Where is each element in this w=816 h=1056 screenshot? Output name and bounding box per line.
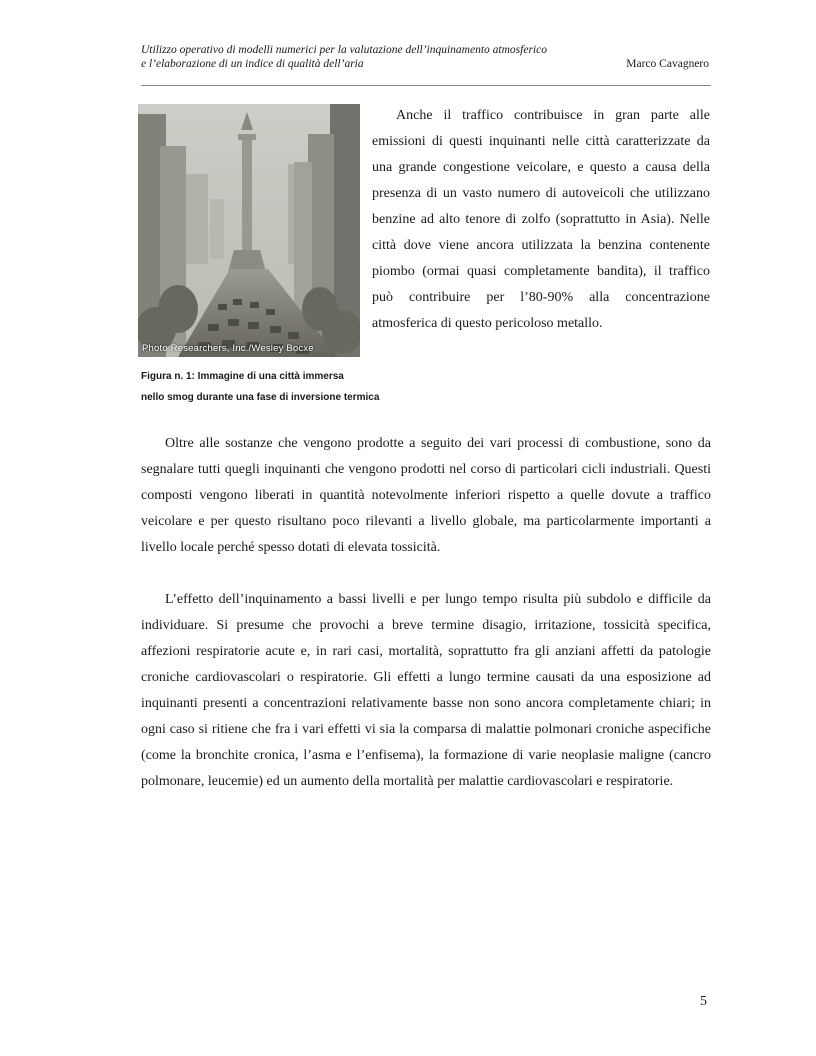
paragraph-long-term-effects: L’effetto dell’inquinamento a bassi livelli e per lungo tempo risulta più subdolo e difficile da individuare. Si presume che provochi a breve termine disagio, irritazione, tossicità specifica, affezioni respiratorie acute e, in rari casi, mortalità, soprattutto fra gli anziani affetti da patologie croniche cardiovascolari o respiratorie. Gli effetti a lungo termine causati da una esposizione ad inquinanti presenti a concentrazioni relativamente basse non sono ancora completamente chiari; in ogni caso si ritiene che fra i vari effetti vi sia la comparsa di malattie polmonari croniche aspecifiche (come la bronchite cronica, l’asma e l’enfisema), la formazione di varie neoplasie maligne (cancro polmonare, leucemie) ed un aumento della mortalità per malattie cardiovascolari e respiratorie. bbox=[141, 592, 711, 789]
figure-caption-line1: Figura n. 1: Immagine di una città immersa bbox=[141, 371, 344, 382]
smog-city-illustration bbox=[138, 104, 360, 357]
photo-credit: Photo Researchers, Inc./Wesley Bocxe bbox=[142, 343, 314, 354]
header-author: Marco Cavagnero bbox=[626, 58, 709, 70]
figure-caption-line2: nello smog durante una fase di inversione termica bbox=[141, 392, 380, 403]
header-title-line2: e l’elaborazione di un indice di qualità dell’aria bbox=[141, 58, 364, 70]
header-title-line1: Utilizzo operativo di modelli numerici per la valutazione dell’inquinamento atmosferico bbox=[141, 44, 547, 56]
header-rule bbox=[141, 85, 711, 86]
page-number: 5 bbox=[700, 994, 707, 1009]
running-header bbox=[141, 43, 711, 71]
side-paragraph: Anche il traffico contribuisce in gran parte alle emissioni di questi inquinanti nelle città caratterizzate da una grande congestione veicolare, e questo a causa della presenza di un vasto numero di autoveicoli che utilizzano benzine ad alto tenore di zolfo (soprattutto in Asia). Nelle città dove viene ancora utilizzata la benzina contenente piombo (ormai quasi completamente bandita), il traffico può contribuire per l’80-90% alla concentrazione atmosferica di questo pericoloso metallo. bbox=[372, 108, 710, 331]
smog-city-photo bbox=[138, 104, 360, 357]
paragraph-industrial-pollutants: Oltre alle sostanze che vengono prodotte a seguito dei vari processi di combustione, sono da segnalare tutti quegli inquinanti che vengono prodotti nel corso di particolari cicli industriali. Questi composti vengono liberati in quantità notevolmente inferiori rispetto a quelle dovute a traffico veicolare e per questo risultano poco rilevanti a livello globale, ma particolarmente importanti a livello locale perché spesso dotati di elevata tossicità. bbox=[141, 436, 711, 555]
figure-caption bbox=[141, 366, 411, 408]
